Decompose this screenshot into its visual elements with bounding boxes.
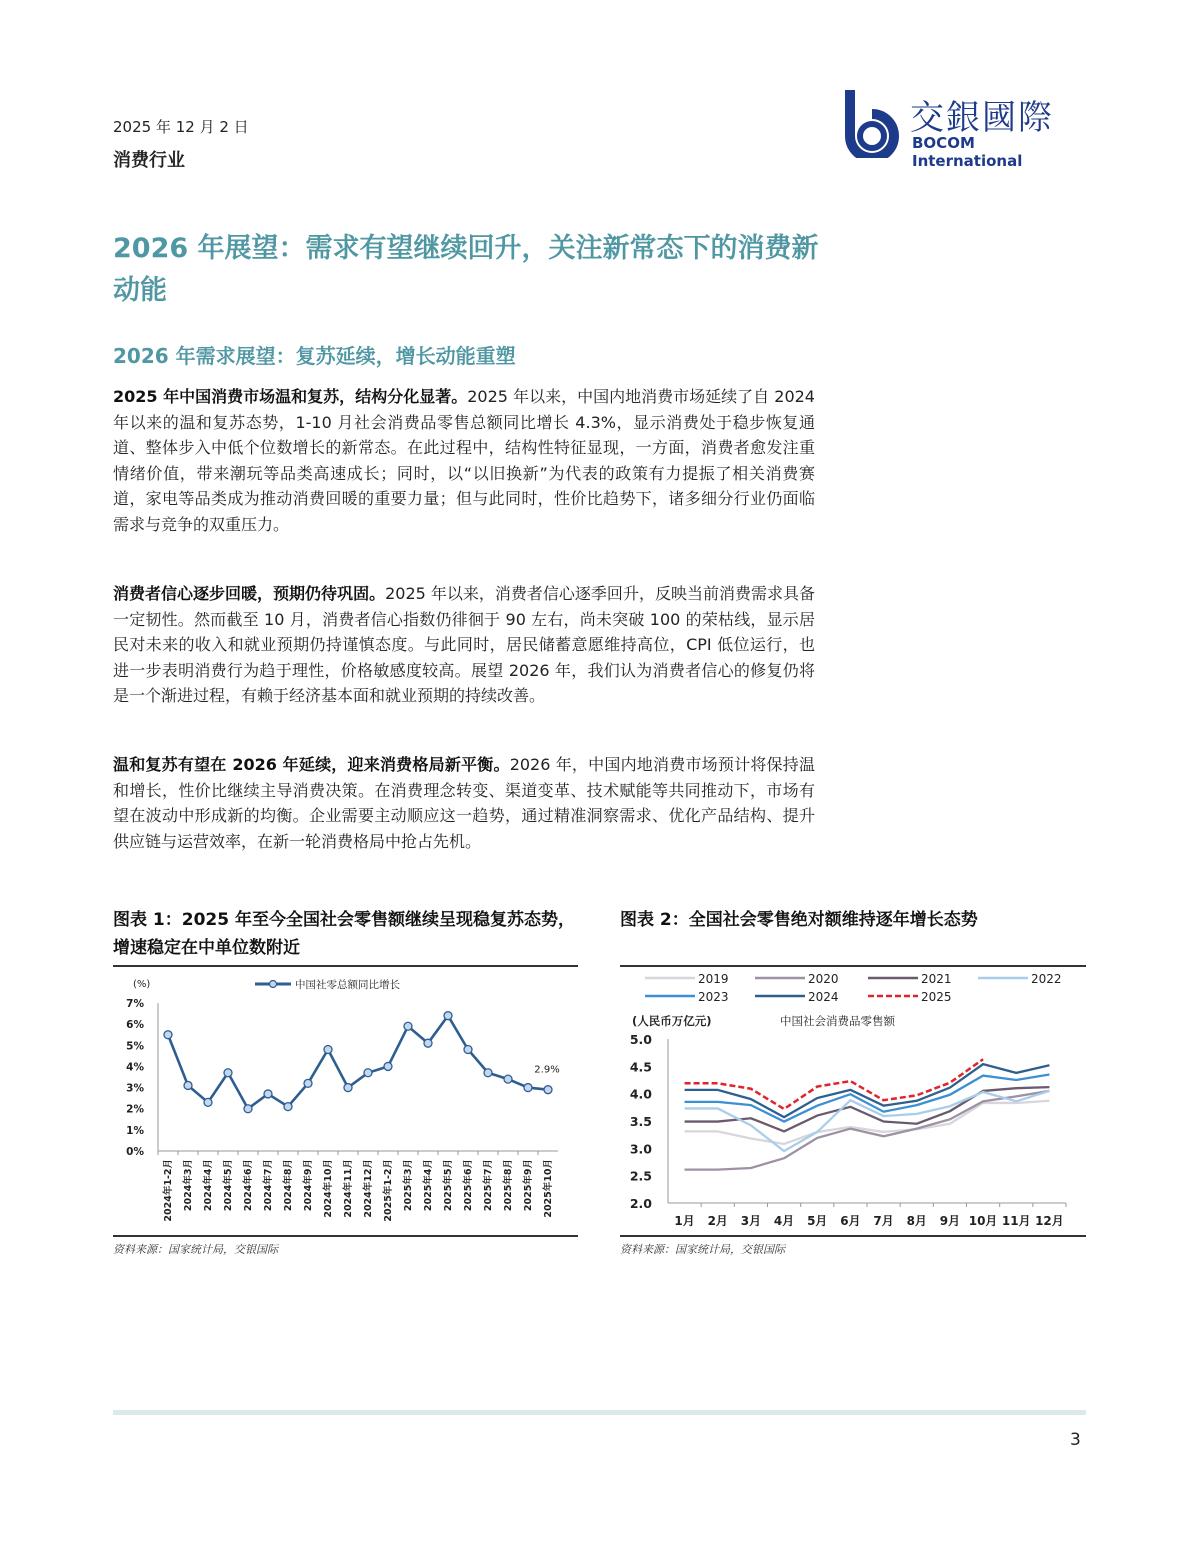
- data-point: [204, 1098, 212, 1106]
- paragraph: [113, 752, 815, 854]
- figure-1-chart: [113, 968, 578, 1235]
- y-tick-label: 1%: [126, 1124, 144, 1137]
- y-tick-label: 2.5: [629, 1168, 652, 1184]
- data-point: [424, 1039, 432, 1047]
- x-tick-label: 2024年9月: [303, 1159, 314, 1212]
- x-tick-label: 2025年1-2月: [383, 1159, 394, 1222]
- y-tick-label: 4.0: [629, 1086, 652, 1102]
- x-tick-label: 2025年8月: [503, 1159, 514, 1212]
- x-tick-label: 3月: [740, 1214, 762, 1228]
- y-tick-label: 2.0: [629, 1196, 652, 1211]
- series-line: [168, 1016, 548, 1109]
- legend-label: 2019: [698, 972, 729, 986]
- x-tick-label: 2024年3月: [183, 1159, 194, 1212]
- x-tick-label: 11月: [1001, 1214, 1031, 1228]
- data-point: [344, 1084, 352, 1092]
- paragraph: [113, 384, 815, 538]
- data-point: [484, 1069, 492, 1077]
- x-tick-label: 2024年7月: [263, 1159, 274, 1212]
- legend-marker: [270, 981, 277, 988]
- data-point: [264, 1090, 272, 1098]
- x-tick-label: 12月: [1035, 1214, 1064, 1228]
- x-tick-label: 9月: [939, 1214, 961, 1228]
- y-tick-label: 6%: [126, 1019, 144, 1032]
- data-point: [504, 1075, 512, 1083]
- figure-1-top-rule: [113, 965, 578, 967]
- logo-text-en: BOCOM International: [912, 134, 1023, 170]
- x-tick-label: 2024年4月: [203, 1159, 214, 1212]
- data-point: [524, 1084, 532, 1092]
- paragraph-lead: 消费者信心逐步回暖，预期仍待巩固。: [113, 584, 386, 603]
- report-date: 2025 年 12 月 2 日: [113, 118, 249, 136]
- legend-label: 2023: [698, 990, 729, 1004]
- y-tick-label: 3.0: [629, 1141, 652, 1157]
- data-point: [184, 1081, 192, 1089]
- x-tick-label: 5月: [807, 1214, 828, 1228]
- y-tick-label: 4%: [126, 1061, 144, 1074]
- data-point: [384, 1062, 392, 1070]
- x-tick-label: 7月: [873, 1214, 894, 1228]
- logo-mark-icon: [838, 86, 908, 158]
- figure-1-bottom-rule: [113, 1235, 578, 1237]
- x-tick-label: 2025年10月: [543, 1159, 554, 1218]
- figure-2-bottom-rule: [620, 1235, 1086, 1237]
- page-title: 2026 年展望：需求有望继续回升，关注新常态下的消费新动能: [113, 233, 819, 306]
- x-tick-label: 2025年9月: [523, 1159, 534, 1212]
- x-tick-label: 1月: [674, 1214, 695, 1228]
- footer-rule: [113, 1410, 1086, 1415]
- section-title: 2026 年需求展望：复苏延续，增长动能重塑: [113, 344, 516, 368]
- data-point: [324, 1046, 332, 1054]
- paragraph-lead: 2025 年中国消费市场温和复苏，结构分化显著。: [113, 387, 468, 406]
- paragraph: [113, 581, 815, 709]
- x-tick-label: 2024年8月: [283, 1159, 294, 1212]
- x-tick-label: 8月: [906, 1214, 927, 1228]
- legend-label: 2021: [921, 972, 952, 986]
- data-point: [284, 1103, 292, 1111]
- company-logo: [838, 86, 1088, 170]
- paragraph-body: 2025 年以来，消费者信心逐季回升，反映当前消费需求具备一定韧性。然而截至 10 月，消费者信心指数仍徘徊于 90 左右，尚未突破 100 的荣枯线，显示居民对未来的收入和就业预期仍持谨慎态度。与此同时，居民储蓄意愿维持高位，CPI 低位运行，也进一步表明消费行为趋于理性，价格敏感度较高。展望 2026 年，我们认为消费者信心的修复仍将是一个渐进过程，有赖于经济基本面和就业预期的持续改善。: [113, 584, 815, 706]
- data-point: [364, 1069, 372, 1077]
- data-point: [544, 1086, 552, 1094]
- x-tick-label: 2月: [707, 1214, 728, 1228]
- legend-label: 中国社零总额同比增长: [295, 979, 400, 991]
- y-tick-label: 3.5: [629, 1114, 652, 1129]
- x-tick-label: 2025年4月: [423, 1159, 434, 1212]
- data-point: [244, 1105, 252, 1113]
- data-label: 2.9%: [534, 1064, 560, 1076]
- legend-label: 2024: [808, 990, 839, 1004]
- x-tick-label: 4月: [773, 1214, 795, 1228]
- data-point: [444, 1012, 452, 1020]
- x-tick-label: 2024年1-2月: [163, 1159, 174, 1222]
- figure-2-chart: [620, 965, 1086, 1235]
- page-number: 3: [1070, 1430, 1081, 1450]
- paragraph-body: 2025 年以来，中国内地消费市场延续了自 2024 年以来的温和复苏态势，1-10 月社会消费品零售总额同比增长 4.3%，显示消费处于稳步恢复通道、整体步入中低个位数增长的新常态。在此过程中，结构性特征显现，一方面，消费者愈发注重情绪价值，带来潮玩等品类高速成长；同时，以“以旧换新”为代表的政策有力提振了相关消费赛道，家电等品类成为推动消费回暖的重要力量；但与此同时，性价比趋势下，诸多细分行业仍面临需求与竞争的双重压力。: [113, 387, 815, 534]
- y-axis-unit: (人民币万亿元): [632, 1014, 712, 1028]
- data-point: [464, 1046, 472, 1054]
- figure-1-source: 资料来源：国家统计局，交银国际: [113, 1243, 278, 1256]
- x-tick-label: 2024年5月: [223, 1159, 234, 1212]
- y-tick-label: 2%: [126, 1103, 144, 1116]
- series-line-2025: [685, 1059, 984, 1109]
- x-tick-label: 6月: [840, 1214, 861, 1228]
- legend-label: 2020: [808, 972, 839, 986]
- x-tick-label: 2024年12月: [363, 1159, 374, 1218]
- industry-label: 消费行业: [113, 150, 185, 171]
- x-tick-label: 2025年7月: [483, 1159, 494, 1212]
- figure-2-title: 图表 2：全国社会零售绝对额维持逐年增长态势: [620, 910, 978, 930]
- x-tick-label: 10月: [968, 1214, 998, 1228]
- figure-2-source: 资料来源：国家统计局，交银国际: [620, 1243, 785, 1256]
- y-tick-label: 3%: [126, 1082, 144, 1095]
- x-tick-label: 2025年5月: [443, 1159, 454, 1212]
- data-point: [304, 1079, 312, 1087]
- chart-title: 中国社会消费品零售额: [780, 1014, 895, 1028]
- data-point: [164, 1031, 172, 1039]
- data-point: [404, 1022, 412, 1030]
- legend-label: 2025: [921, 990, 952, 1004]
- figure-1-title: 图表 1：2025 年至今全国社会零售额继续呈现稳复苏态势，增速稳定在中单位数附近: [113, 910, 575, 958]
- y-tick-label: 5.0: [629, 1032, 652, 1047]
- data-point: [224, 1069, 232, 1077]
- x-tick-label: 2025年6月: [463, 1159, 474, 1212]
- x-tick-label: 2024年10月: [323, 1159, 334, 1218]
- paragraph-lead: 温和复苏有望在 2026 年延续，迎来消费格局新平衡。: [113, 755, 510, 774]
- y-axis-unit: (%): [133, 979, 151, 990]
- legend-label: 2022: [1031, 972, 1062, 986]
- y-tick-label: 5%: [126, 1040, 144, 1053]
- x-tick-label: 2025年3月: [403, 1159, 414, 1212]
- x-tick-label: 2024年11月: [343, 1159, 354, 1218]
- x-tick-label: 2024年6月: [243, 1159, 254, 1212]
- y-tick-label: 0%: [126, 1146, 144, 1158]
- y-tick-label: 7%: [126, 998, 144, 1010]
- logo-text-cn: 交銀國際: [910, 98, 1054, 138]
- y-tick-label: 4.5: [629, 1059, 652, 1075]
- paragraph-body: 2026 年，中国内地消费市场预计将保持温和增长，性价比继续主导消费决策。在消费理念转变、渠道变革、技术赋能等共同推动下，市场有望在波动中形成新的均衡。企业需要主动顺应这一趋势，通过精准洞察需求、优化产品结构、提升供应链与运营效率，在新一轮消费格局中抢占先机。: [113, 755, 815, 851]
